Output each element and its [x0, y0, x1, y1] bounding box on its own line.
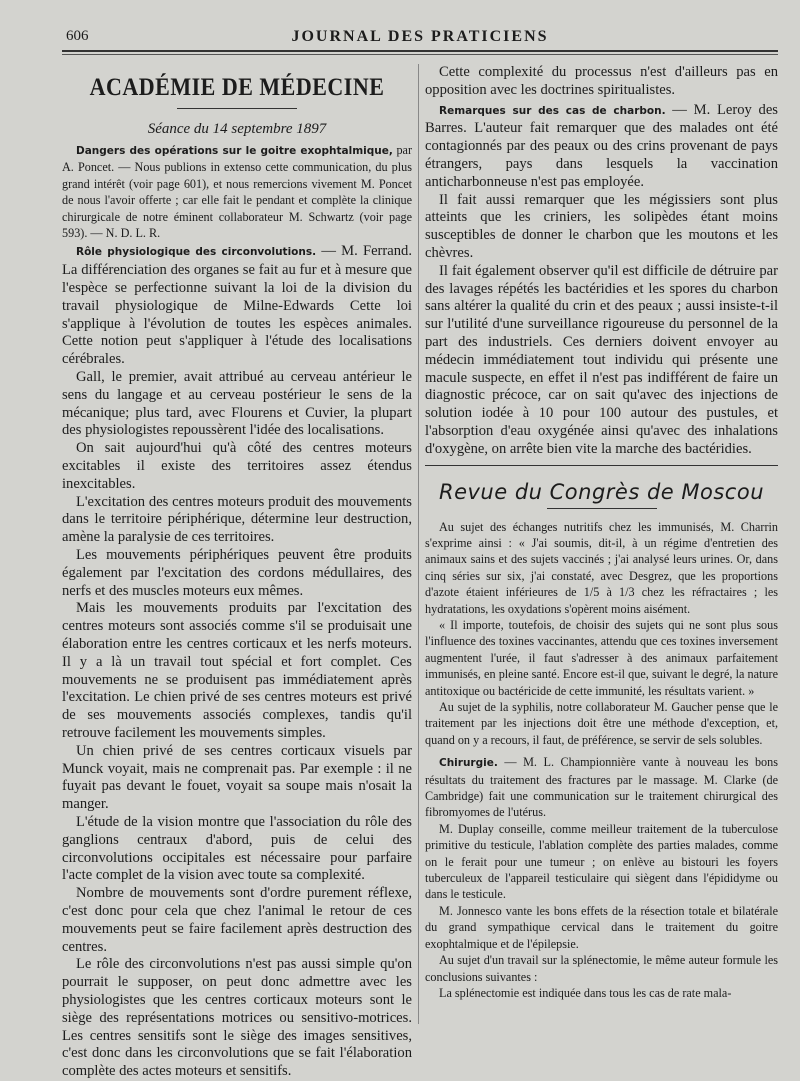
article-charbon: [425, 102, 778, 192]
left-paragraph: On sait aujourd'hui qu'à côté des centres moteurs excitables il existe des territoires assez étendus inexcitables.: [62, 440, 412, 492]
session-date: Séance du 14 septembre 1897: [147, 121, 327, 137]
journal-title: JOURNAL DES PRATICIENS: [291, 28, 549, 45]
revue-paragraph: Au sujet des échanges nutritifs chez les immunisés, M. Charrin s'exprime ainsi : « J'ai soumis, dit-il, à un régime d'entretien des animaux sains et des sujets vaccinés ; j'ai analysé leurs urines. Or, dans cinq séries sur six, j'ai constaté, avec Desgrez, que les proportions d'azote étaient inférieures de 1/5 à 1/3 chez les réfractaires ; les hydratations, les oxydations s'opèrent moins aisément.: [425, 519, 778, 616]
article-circonvolutions-body: — M. Ferrand. La différenciation des organes se fait au fur et à mesure que l'espèce se perfectionne suivant la loi de la division du travail physiologique de Milne-Edwards Cette loi s'applique à l'évolution de toutes les espèces animales. Cette notion peut s'appliquer à l'étude des localisations cérébrales.: [62, 243, 413, 368]
right-column: [425, 64, 778, 1001]
left-paragraph: Gall, le premier, avait attribué au cerveau antérieur le sens du langage et au cerveau postérieur le sens de la mécanique; plus tard, avec Flourens et Cuvier, la plupart des physiologistes repoussèrent l'idée des localisations.: [62, 369, 412, 439]
right-paragraph: Il fait aussi remarquer que les mégissiers sont plus atteints que les criniers, les solipèdes étant moins susceptibles de donner le charbon que les moutons et les chèvres.: [425, 191, 778, 261]
article-charbon-body: — M. Leroy des Barres. L'auteur fait remarquer que des malades ont été contagionnés par des peaux ou des crins provenant de pays étrangers, pays dans lesquels la vaccination anticharbonneuse n'est pas employée.: [425, 101, 778, 190]
left-paragraph: Mais les mouvements produits par l'excitation des centres moteurs sont associés comme s'il se produisait une élaboration entre les centres corticaux et les nerfs moteurs. Il y a là un travail tout spécial et fort complet. Ces mouvements ne se produisent pas immédiatement après l'excitation. Le chien privé de ses centres moteurs est privé de ses mouvements associés complexes, tandis qu'il retrouve facilement les mouvements simples.: [62, 600, 412, 741]
left-paragraph: Les mouvements périphériques peuvent être produits également par l'excitation des cordons médullaires, des nerfs et des muscles moteurs eux mêmes.: [62, 546, 412, 599]
right-paragraph-continued: Cette complexité du processus n'est d'ailleurs pas en opposition avec les doctrines spiritualistes.: [425, 64, 778, 98]
header-rule: [62, 50, 778, 52]
page-number: 606: [66, 28, 89, 44]
article-charbon-heading: Remarques sur des cas de charbon.: [439, 104, 666, 117]
revue-paragraph: « Il importe, toutefois, de choisir des sujets qui ne sont plus sous l'influence des toxines vaccinantes, attendu que ces toxines inversement augmentent l'urée, il faut s'adresser à des animaux parfaitement immunisés, en pleine santé. Encore est-il que, suivant le degré, la nature antitoxique ou bactéricide de cette immunité, les résultats varient. »: [425, 617, 778, 698]
end-paragraph: M. Jonnesco vante les bons effets de la résection totale et bilatérale du grand sympathique cervical dans le traitement du goitre exophtalmique et de l'épilepsie.: [425, 903, 778, 951]
left-paragraph: L'étude de la vision montre que l'association du rôle des ganglions centraux d'abord, puis de celui des circonvolutions occipitales est nécessaire pour parfaire l'acte complet de la vision avec toute sa complexité.: [62, 813, 412, 884]
header-rule-thin: [62, 54, 778, 55]
article-goitre-body: par A. Poncet. — Nous publions in extenso cette communication, du plus grand intérêt (voir page 601), et nous remercions vivement M. Poncet de nous l'avoir offerte ; car elle fait le pendant et complète la clinique chirurgicale de notre éminent collaborateur M. Schwartz (voir page 593). — N. D. L. R.: [62, 143, 412, 241]
end-paragraph: Au sujet d'un travail sur la splénectomie, le même auteur formule les conclusions suivantes :: [425, 953, 778, 984]
column-divider: [418, 64, 419, 1024]
revue-title: Revue du Congrès de Moscou: [438, 479, 765, 504]
end-paragraph: M. Duplay conseille, comme meilleur traitement de la tuberculose primitive du testicule, l'ablation complète des parties malades, comme on le ferait pour une tumeur ; on enlève au bistouri les foyers tuberculeux de l'appareil testiculaire qui siègent dans l'épididyme ou dans le testicule.: [425, 821, 778, 902]
article-chirurgie-heading: Chirurgie.: [439, 757, 498, 770]
article-goitre: [62, 142, 412, 241]
revue-paragraph: Au sujet de la syphilis, notre collaborateur M. Gaucher pense que le traitement par les injections doit être une méthode d'exception, et, quand on y a recours, il faut, de préférence, se servir de sels solubles.: [425, 700, 778, 747]
section-title: ACADÉMIE DE MÉDECINE: [89, 72, 385, 101]
right-paragraph: Il fait également observer qu'il est difficile de détruire par des lavages répétés les bactéridies et les spores du charbon sans altérer la qualité du crin et des peaux ; aussi insiste-t-il sur l'utilité d'une surveillance rigoureuse du personnel de la part des industriels. Ces derniers doivent envoyer au médecin immédiatement tout individu qui présente une macule suspecte, en effet il n'est pas indifférent de faire un diagnostic précoce, car on sait qu'avec des injections de solution iodée à 10 pour 100 autour des pustules, et l'absorption d'eau oxygénée ainsi qu'avec des inhalations d'oxygène, on arrête bien vite la marche des bactéridies.: [425, 262, 778, 457]
left-paragraph: Nombre de mouvements sont d'ordre purement réflexe, c'est donc pour cela que chez l'animal le retour de ces mouvements peut se faire facilement après destruction des centres.: [62, 885, 412, 955]
left-paragraph: Un chien privé de ses centres corticaux visuels par Munck voyait, mais ne comprenait pas. Par exemple : il ne fuyait pas devant le fouet, voyait sa soupe mais n'osait la manger.: [62, 742, 412, 813]
end-paragraph: La splénectomie est indiquée dans tous les cas de rate mala-: [439, 985, 732, 1000]
revue-top-rule: [425, 465, 778, 466]
page-header: [62, 28, 778, 50]
article-chirurgie: [425, 754, 778, 821]
revue-title-rule: [547, 508, 657, 509]
left-column: [62, 64, 412, 1081]
section-title-rule: [177, 108, 297, 109]
left-paragraph: L'excitation des centres moteurs produit des mouvements dans le territoire périphérique, détermine leur destruction, amène la paralysie de ces territoires.: [62, 493, 412, 546]
article-circonvolutions-heading: Rôle physiologique des circonvolutions.: [76, 246, 317, 259]
article-goitre-heading: Dangers des opérations sur le goitre exophtalmique,: [76, 145, 393, 157]
left-paragraph: Le rôle des circonvolutions n'est pas aussi simple qu'on pourrait le supposer, on peut donc admettre avec les physiologistes que les centres corticaux moteurs sont le siège des représentations motrices ou sensitivo-motrices. Les centres sensitifs sont le siège des images sensitives, c'est donc dans les circonvolutions que se fait l'élaboration complète des actes moteurs et sensitifs.: [62, 956, 412, 1080]
article-chirurgie-body: — M. L. Championnière vante à nouveau les bons résultats du traitement des fractures par le massage. M. Clarke (de Cambridge) fait une communication sur le traitement chirurgical des fibromyomes de l'utérus.: [425, 755, 778, 820]
article-circonvolutions: [62, 243, 412, 369]
